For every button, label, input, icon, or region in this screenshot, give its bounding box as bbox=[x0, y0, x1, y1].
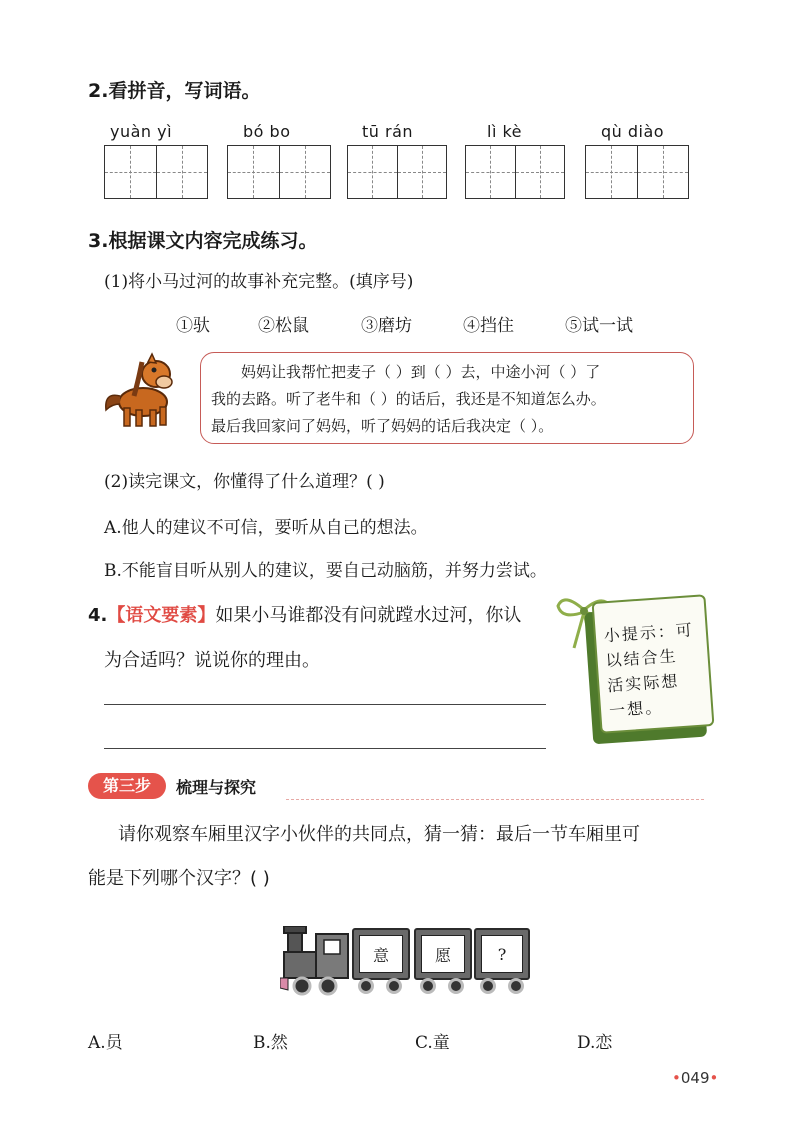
q3-sub1: (1)将小马过河的故事补充完整。(填序号) bbox=[104, 272, 414, 292]
q4-text-1: 如果小马谁都没有问就蹚水过河，你认 bbox=[215, 605, 522, 626]
heading-divider bbox=[286, 799, 704, 800]
step-badge: 第三步 bbox=[88, 773, 166, 799]
dot-icon: • bbox=[709, 1069, 719, 1087]
wheel-icon bbox=[420, 978, 436, 994]
q2-title: 2.看拼音，写词语。 bbox=[88, 80, 261, 102]
option-5: ⑤试一试 bbox=[565, 316, 633, 336]
writing-grid-3[interactable] bbox=[347, 145, 447, 199]
wheel-icon bbox=[508, 978, 524, 994]
dot-icon: • bbox=[672, 1069, 681, 1087]
page-number bbox=[672, 1069, 718, 1087]
car-1-char: 意 bbox=[359, 935, 403, 973]
step-prompt-2: 能是下列哪个汉字？( ) bbox=[88, 868, 270, 889]
q4-line-1 bbox=[88, 601, 521, 627]
train-car-2 bbox=[414, 928, 472, 980]
answer-b[interactable]: B.然 bbox=[253, 1033, 288, 1053]
tip-line-2: 以结合生 bbox=[604, 646, 679, 671]
q4-number: 4. bbox=[88, 605, 108, 626]
writing-grid-2[interactable] bbox=[227, 145, 331, 199]
pony-icon bbox=[98, 352, 180, 432]
answer-line-2[interactable] bbox=[104, 748, 546, 749]
choice-b: B.不能盲目听从别人的建议，要自己动脑筋，并努力尝试。 bbox=[104, 561, 547, 581]
option-1: ①驮 bbox=[176, 316, 210, 336]
train-car-1 bbox=[352, 928, 410, 980]
answer-a[interactable]: A.员 bbox=[88, 1033, 123, 1053]
step-prompt-1: 请你观察车厢里汉字小伙伴的共同点，猜一猜：最后一节车厢里可 bbox=[118, 824, 640, 845]
story-line-3: 最后我回家问了妈妈，听了妈妈的话后我决定（ ）。 bbox=[211, 417, 554, 435]
wheel-icon bbox=[386, 978, 402, 994]
tip-card bbox=[592, 594, 715, 734]
tip-line-4: 一想。 bbox=[608, 697, 664, 721]
car-3-char: ? bbox=[481, 935, 523, 973]
option-4: ④挡住 bbox=[463, 316, 514, 336]
writing-grid-1[interactable] bbox=[104, 145, 208, 199]
answer-d[interactable]: D.恋 bbox=[577, 1033, 613, 1053]
choice-a: A.他人的建议不可信，要听从自己的想法。 bbox=[104, 518, 428, 538]
q3-sub2: (2)读完课文，你懂得了什么道理？( ) bbox=[104, 472, 385, 492]
pinyin-1: yuàn yì bbox=[110, 122, 173, 141]
pinyin-4: lì kè bbox=[487, 122, 523, 141]
q3-title: 3.根据课文内容完成练习。 bbox=[88, 230, 318, 252]
answer-c[interactable]: C.童 bbox=[415, 1033, 450, 1053]
pinyin-5: qù diào bbox=[601, 122, 665, 141]
q4-text-2: 为合适吗？说说你的理由。 bbox=[104, 650, 320, 671]
option-3: ③磨坊 bbox=[361, 316, 412, 336]
answer-line-1[interactable] bbox=[104, 704, 546, 705]
story-line-2: 我的去路。听了老牛和（ ）的话后，我还是不知道怎么办。 bbox=[211, 390, 606, 408]
tip-line-1: 小提示：可 bbox=[603, 620, 695, 646]
q4-tag: 【语文要素】 bbox=[107, 605, 216, 626]
page-number-text: 049 bbox=[680, 1069, 710, 1087]
pinyin-3: tū rán bbox=[362, 122, 414, 141]
writing-grid-5[interactable] bbox=[585, 145, 689, 199]
train-car-3 bbox=[474, 928, 530, 980]
story-line-1: 妈妈让我帮忙把麦子（ ）到（ ）去，中途小河（ ）了 bbox=[241, 363, 601, 381]
car-2-char: 愿 bbox=[421, 935, 465, 973]
writing-grid-4[interactable] bbox=[465, 145, 565, 199]
pinyin-2: bó bo bbox=[243, 122, 291, 141]
tip-line-3: 活实际想 bbox=[606, 671, 680, 696]
wheel-icon bbox=[358, 978, 374, 994]
option-2: ②松鼠 bbox=[258, 316, 309, 336]
locomotive-icon bbox=[280, 926, 352, 998]
step-heading: 梳理与探究 bbox=[176, 778, 257, 797]
wheel-icon bbox=[480, 978, 496, 994]
wheel-icon bbox=[448, 978, 464, 994]
story-bubble bbox=[200, 352, 694, 444]
